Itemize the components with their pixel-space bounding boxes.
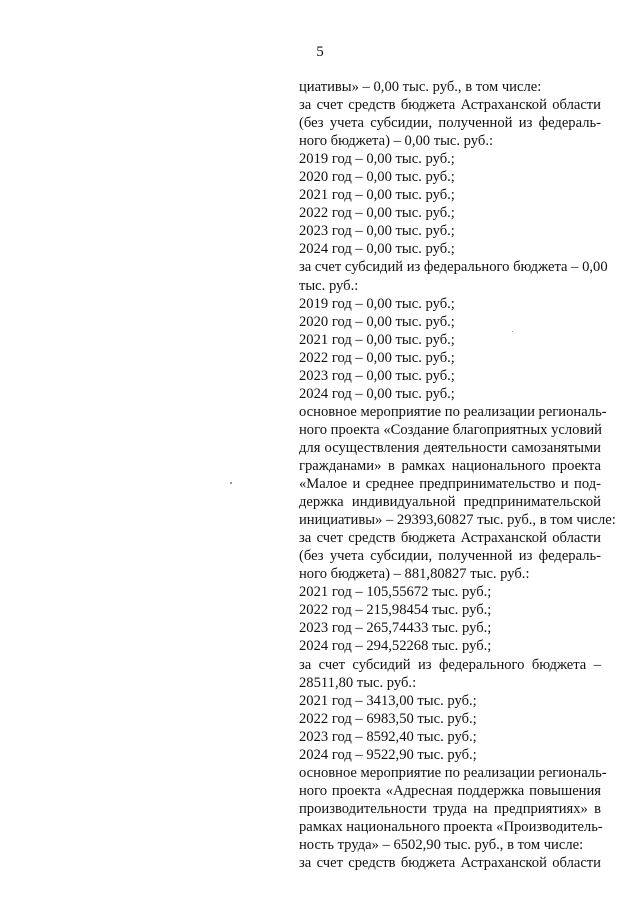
text-line: 2022 год – 0,00 тыс. руб.; xyxy=(299,205,455,222)
text-line: 2021 год – 0,00 тыс. руб.; xyxy=(299,331,455,348)
text-line: рамках национального проекта «Производитель- xyxy=(299,818,603,835)
text-line: основное мероприятие по реализации региональ- xyxy=(299,764,607,781)
text-line: ного бюджета) – 0,00 тыс. руб.: xyxy=(299,133,494,150)
text-line: (без учета субсидии, полученной из федераль- xyxy=(299,548,601,565)
text-line: производительности труда на предприятиях» в xyxy=(299,800,601,817)
text-line: 2019 год – 0,00 тыс. руб.; xyxy=(299,151,455,168)
text-line: за счет средств бюджета Астраханской области xyxy=(299,530,601,547)
text-line: 2024 год – 294,52268 тыс. руб.; xyxy=(299,638,492,655)
text-line: за счет субсидий из федерального бюджета – xyxy=(299,656,601,673)
scan-speck xyxy=(230,482,232,484)
text-line: 2022 год – 215,98454 тыс. руб.; xyxy=(299,602,492,619)
text-line: 28511,80 тыс. руб.: xyxy=(299,674,417,691)
text-line: ного проекта «Адресная поддержка повышения xyxy=(299,782,601,799)
page-text-block xyxy=(299,78,616,872)
text-line: 2024 год – 9522,90 тыс. руб.; xyxy=(299,746,477,763)
text-line: основное мероприятие по реализации региональ- xyxy=(299,403,607,420)
text-line: за счет средств бюджета Астраханской области xyxy=(299,97,601,114)
text-line: ность труда» – 6502,90 тыс. руб., в том числе: xyxy=(299,836,584,853)
text-line: 2024 год – 0,00 тыс. руб.; xyxy=(299,241,455,258)
text-line: 2020 год – 0,00 тыс. руб.; xyxy=(299,169,455,186)
text-line: ного проекта «Создание благоприятных условий xyxy=(299,421,602,438)
text-line: за счет средств бюджета Астраханской области xyxy=(299,855,601,872)
scan-speck xyxy=(512,331,513,332)
text-line: 2020 год – 0,00 тыс. руб.; xyxy=(299,313,455,330)
text-line: тыс. руб.: xyxy=(299,277,359,294)
text-line: циативы» – 0,00 тыс. руб., в том числе: xyxy=(299,79,542,95)
text-line: ного бюджета) – 881,80827 тыс. руб.: xyxy=(299,566,530,583)
text-line: 2022 год – 0,00 тыс. руб.; xyxy=(299,349,455,366)
text-line: 2021 год – 3413,00 тыс. руб.; xyxy=(299,692,477,709)
text-line: держка индивидуальной предпринимательской xyxy=(299,494,601,511)
text-line: (без учета субсидии, полученной из федераль- xyxy=(299,115,601,132)
text-line: для осуществления деятельности самозанятыми xyxy=(299,439,601,456)
text-line: «Малое и среднее предпринимательство и под- xyxy=(299,476,601,493)
text-line: гражданами» в рамках национального проекта xyxy=(299,457,601,474)
text-line: 2021 год – 105,55672 тыс. руб.; xyxy=(299,584,492,601)
text-line: за счет субсидий из федерального бюджета – 0,00 xyxy=(299,259,608,276)
text-line: 2021 год – 0,00 тыс. руб.; xyxy=(299,187,455,204)
text-line: 2024 год – 0,00 тыс. руб.; xyxy=(299,385,455,402)
text-line: 2023 год – 265,74433 тыс. руб.; xyxy=(299,620,492,637)
page-number: 5 xyxy=(316,44,324,60)
text-line: 2022 год – 6983,50 тыс. руб.; xyxy=(299,710,477,727)
text-line: 2019 год – 0,00 тыс. руб.; xyxy=(299,295,455,312)
text-line: инициативы» – 29393,60827 тыс. руб., в том числе: xyxy=(299,512,616,529)
text-line: 2023 год – 8592,40 тыс. руб.; xyxy=(299,728,477,745)
text-line: 2023 год – 0,00 тыс. руб.; xyxy=(299,367,455,384)
text-line: 2023 год – 0,00 тыс. руб.; xyxy=(299,223,455,240)
